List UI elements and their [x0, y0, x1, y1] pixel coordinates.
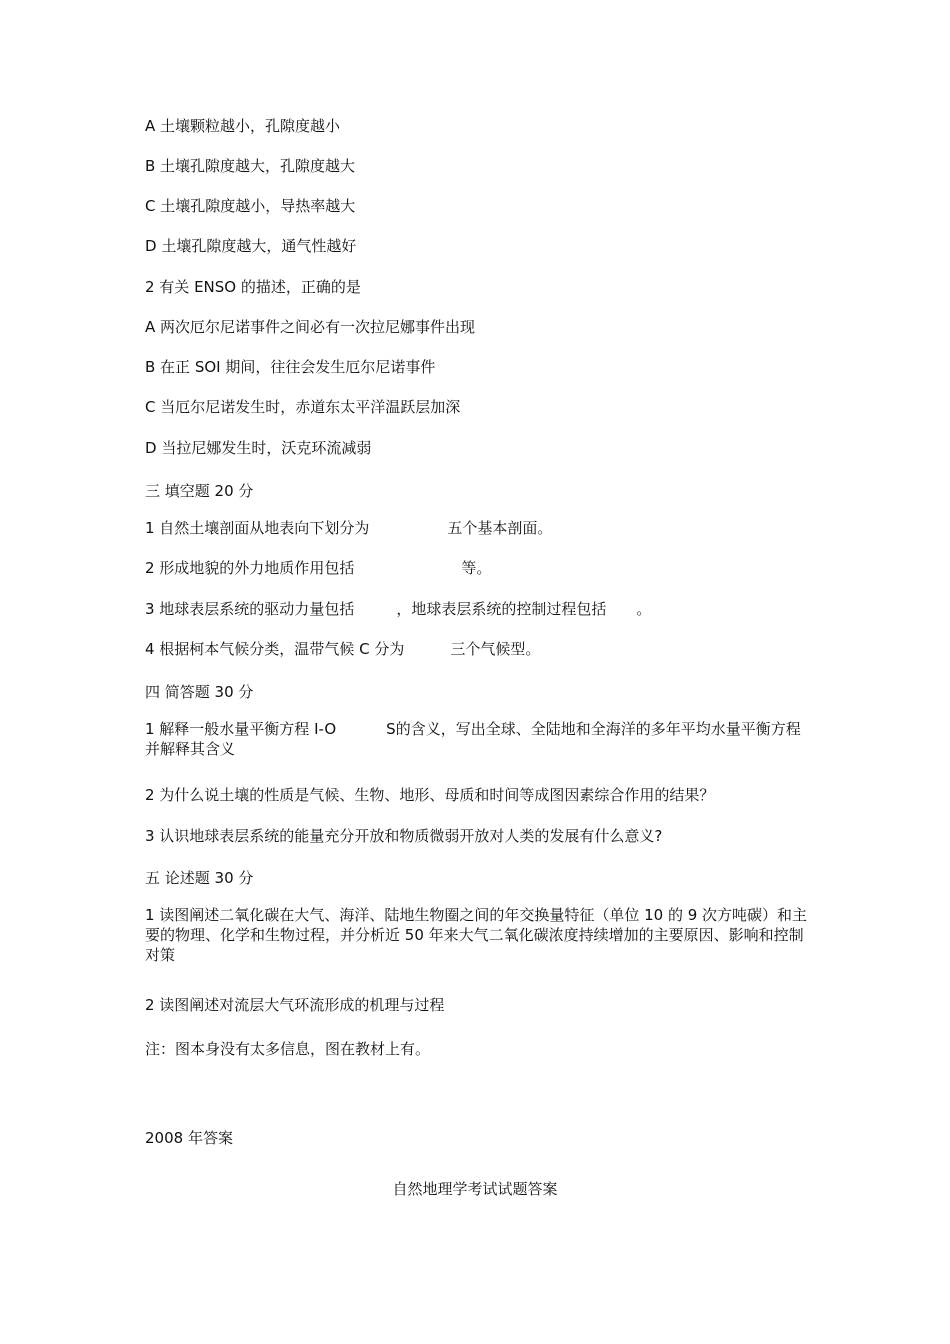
- note: 注：图本身没有太多信息，图在教材上有。: [145, 1040, 431, 1058]
- answer-year: 2008 年答案: [145, 1129, 233, 1147]
- section4-heading: 四 简答题 30 分: [145, 683, 254, 701]
- fill-blank-3-text: 3 地球表层系统的驱动力量包括: [145, 600, 355, 618]
- short-answer-2: 2 为什么说土壤的性质是气候、生物、地形、母质和时间等成图因素综合作用的结果？: [145, 786, 715, 804]
- fill-blank-3-mid: ，地球表层系统的控制过程包括: [396, 600, 607, 618]
- fill-blank-1-text: 1 自然土壤剖面从地表向下划分为: [145, 519, 370, 537]
- fill-blank-3-tail: 。: [636, 600, 652, 618]
- q2-option-a: A 两次厄尔尼诺事件之间必有一次拉尼娜事件出现: [145, 318, 476, 336]
- q2-option-b: B 在正 SOI 期间，往往会发生厄尔尼诺事件: [145, 358, 436, 376]
- fill-blank-2-tail: 等。: [461, 559, 492, 577]
- q2-option-d: D 当拉尼娜发生时，沃克环流减弱: [145, 439, 372, 457]
- fill-blank-4: [145, 639, 540, 659]
- short-answer-3: 3 认识地球表层系统的能量充分开放和物质微弱开放对人类的发展有什么意义?: [145, 827, 663, 845]
- essay-2: 2 读图阐述对流层大气环流形成的机理与过程: [145, 996, 445, 1014]
- fill-blank-3: [145, 599, 651, 619]
- fill-blank-1: [145, 518, 552, 538]
- fill-blank-4-text: 4 根据柯本气候分类，温带气候 C 分为: [145, 640, 405, 658]
- short-answer-1: [145, 719, 810, 759]
- short-answer-1-a: 1 解释一般水量平衡方程 I-O: [145, 720, 337, 738]
- q2-stem: 2 有关 ENSO 的描述，正确的是: [145, 278, 361, 296]
- q1-option-c: C 土壤孔隙度越小，导热率越大: [145, 197, 356, 215]
- short-answer-1-c: 的含义，写出全球、全陆地和全海洋的多年平均水量平衡方程并解释其含义: [145, 720, 801, 758]
- fill-blank-1-tail: 五个基本剖面。: [447, 519, 553, 537]
- q1-option-a: A 土壤颗粒越小，孔隙度越小: [145, 117, 341, 135]
- section5-heading: 五 论述题 30 分: [145, 869, 254, 887]
- fill-blank-2: [145, 558, 491, 578]
- q1-option-b: B 土壤孔隙度越大，孔隙度越大: [145, 157, 356, 175]
- fill-blank-2-text: 2 形成地貌的外力地质作用包括: [145, 559, 355, 577]
- q2-option-c: C 当厄尔尼诺发生时，赤道东太平洋温跃层加深: [145, 398, 461, 416]
- fill-blank-4-tail: 三个气候型。: [450, 640, 541, 658]
- essay-1: 1 读图阐述二氧化碳在大气、海洋、陆地生物圈之间的年交换量特征（单位 10 的 9 次方吨碳）和主要的物理、化学和生物过程，并分析近 50 年来大气二氧化碳浓度持续增加的主要原因、影响和控制对策: [145, 906, 808, 964]
- answer-title: 自然地理学考试试题答案: [392, 1180, 558, 1198]
- q1-option-d: D 土壤孔隙度越大，通气性越好: [145, 237, 357, 255]
- section3-heading: 三 填空题 20 分: [145, 482, 254, 500]
- short-answer-1-s: S: [386, 720, 396, 738]
